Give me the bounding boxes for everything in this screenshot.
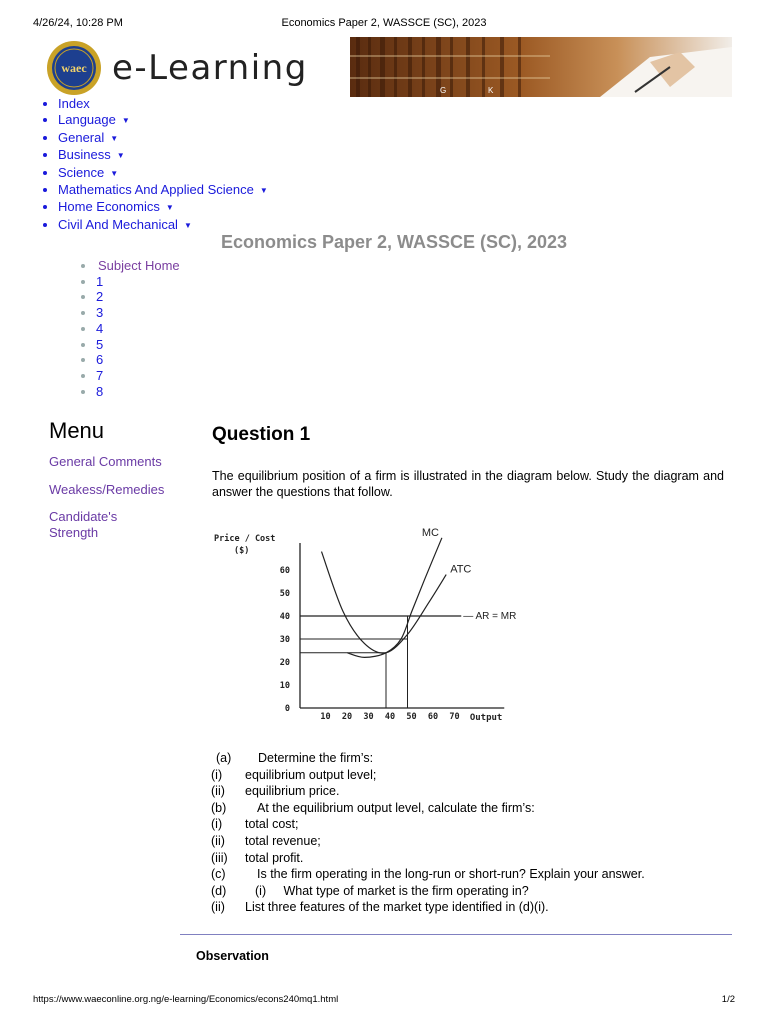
y-tick-label: 40	[279, 612, 290, 622]
print-page-number: 1/2	[721, 994, 735, 1005]
y-tick-label: 20	[279, 658, 290, 668]
brand-name: e-Learning	[112, 48, 308, 88]
caret-down-icon: ▼	[110, 168, 119, 178]
logo-text: waec	[61, 61, 87, 75]
banner-letter-k: K	[488, 86, 494, 95]
menu-link-candidates-strength[interactable]: Candidate's Strength	[49, 509, 118, 540]
x-tick-label: 50	[406, 712, 417, 722]
question-part: (a) Determine the firm’s:	[216, 751, 374, 765]
question-part: (ii) total revenue;	[211, 833, 321, 848]
series-curve-atc	[322, 552, 447, 654]
caret-down-icon: ▼	[110, 133, 119, 143]
caret-down-icon: ▼	[183, 220, 192, 230]
question-part: (ii) List three features of the market type identified in (d)(i).	[211, 900, 549, 915]
series-label-mc: MC	[421, 527, 440, 539]
print-datetime: 4/26/24, 10:28 PM	[33, 17, 123, 29]
print-url: https://www.waeconline.org.ng/e-learning/Economics/econs240mq1.html	[33, 994, 339, 1005]
question-link-7[interactable]: • 7	[96, 368, 180, 384]
nav-item-home-economics[interactable]: • Home Economics ▼	[58, 199, 268, 216]
print-doc-title: Economics Paper 2, WASSCE (SC), 2023	[281, 17, 487, 29]
caret-down-icon: ▼	[116, 151, 125, 161]
nav-item-general[interactable]: • General ▼	[58, 130, 268, 147]
question-part: (ii) equilibrium price.	[211, 784, 340, 799]
question-part: (b) At the equilibrium output level, calculate the firm’s:	[211, 800, 535, 815]
question-part: (c) Is the firm operating in the long-run or short-run? Explain your answer.	[211, 867, 645, 882]
page-title: Economics Paper 2, WASSCE (SC), 2023	[220, 232, 568, 252]
y-tick-label: 10	[279, 681, 290, 691]
y-tick-label: 60	[279, 566, 290, 576]
nav-item-language[interactable]: • Language ▼	[58, 112, 268, 129]
question-parts	[211, 750, 645, 916]
question-title: Question 1	[212, 424, 311, 445]
waec-logo-icon[interactable]	[46, 40, 102, 96]
x-tick-label: 10	[320, 712, 331, 722]
caret-down-icon: ▼	[259, 186, 268, 196]
question-part: (i) total cost;	[211, 817, 299, 832]
main-nav	[38, 96, 268, 234]
subject-nav	[76, 258, 180, 399]
question-link-1[interactable]: • 1	[96, 274, 180, 290]
question-link-5[interactable]: • 5	[96, 337, 180, 353]
nav-item-business[interactable]: • Business ▼	[58, 147, 268, 164]
menu-heading: Menu	[49, 418, 105, 443]
caret-down-icon: ▼	[121, 116, 130, 126]
menu-link-weakness-remedies[interactable]: Weakess/Remedies	[49, 482, 165, 497]
question-intro: The equilibrium position of a firm is illustrated in the diagram below. Study the diagram and answer the questions that follow.	[212, 469, 724, 499]
observation-heading: Observation	[196, 949, 269, 963]
question-link-4[interactable]: • 4	[96, 321, 180, 337]
y-tick-label: 30	[279, 635, 290, 645]
series-label-atc: ATC	[450, 563, 472, 576]
y-tick-label: 50	[279, 589, 290, 599]
nav-item-science[interactable]: • Science ▼	[58, 165, 268, 182]
question-part: (iii) total profit.	[211, 850, 304, 865]
question-link-8[interactable]: • 8	[96, 384, 180, 400]
chart-labels	[214, 527, 516, 723]
question-link-6[interactable]: • 6	[96, 352, 180, 368]
library-banner-image	[350, 37, 732, 97]
section-divider	[180, 934, 732, 935]
nav-item-mathematics[interactable]: • Mathematics And Applied Science ▼	[58, 182, 268, 199]
question-link-3[interactable]: • 3	[96, 305, 180, 321]
banner-letter-g: G	[440, 86, 447, 95]
x-tick-label: 60	[427, 712, 439, 722]
series-label-ar-mr: — AR = MR	[463, 611, 517, 622]
x-axis-label: Output	[469, 713, 503, 723]
caret-down-icon: ▼	[165, 203, 174, 213]
x-tick-label: 20	[341, 712, 353, 722]
y-axis-label: Price / Cost	[214, 534, 276, 544]
subject-home-link[interactable]: • Subject Home	[96, 258, 180, 274]
x-tick-label: 70	[449, 712, 460, 722]
question-link-2[interactable]: • 2	[96, 289, 180, 305]
nav-item-civil-mechanical[interactable]: • Civil And Mechanical ▼	[58, 217, 268, 234]
y-tick-label: 0	[284, 704, 290, 714]
question-part: (d) (i) What type of market is the firm operating in?	[211, 883, 529, 898]
question-part: (i) equilibrium output level;	[211, 767, 377, 782]
y-axis-unit: ($)	[234, 546, 250, 556]
x-tick-label: 40	[384, 712, 396, 722]
equilibrium-chart	[210, 516, 550, 734]
nav-item-index[interactable]: • Index	[58, 96, 268, 112]
menu-link-general-comments[interactable]: General Comments	[49, 454, 162, 469]
x-tick-label: 30	[363, 712, 374, 722]
chart-axes	[300, 543, 504, 708]
